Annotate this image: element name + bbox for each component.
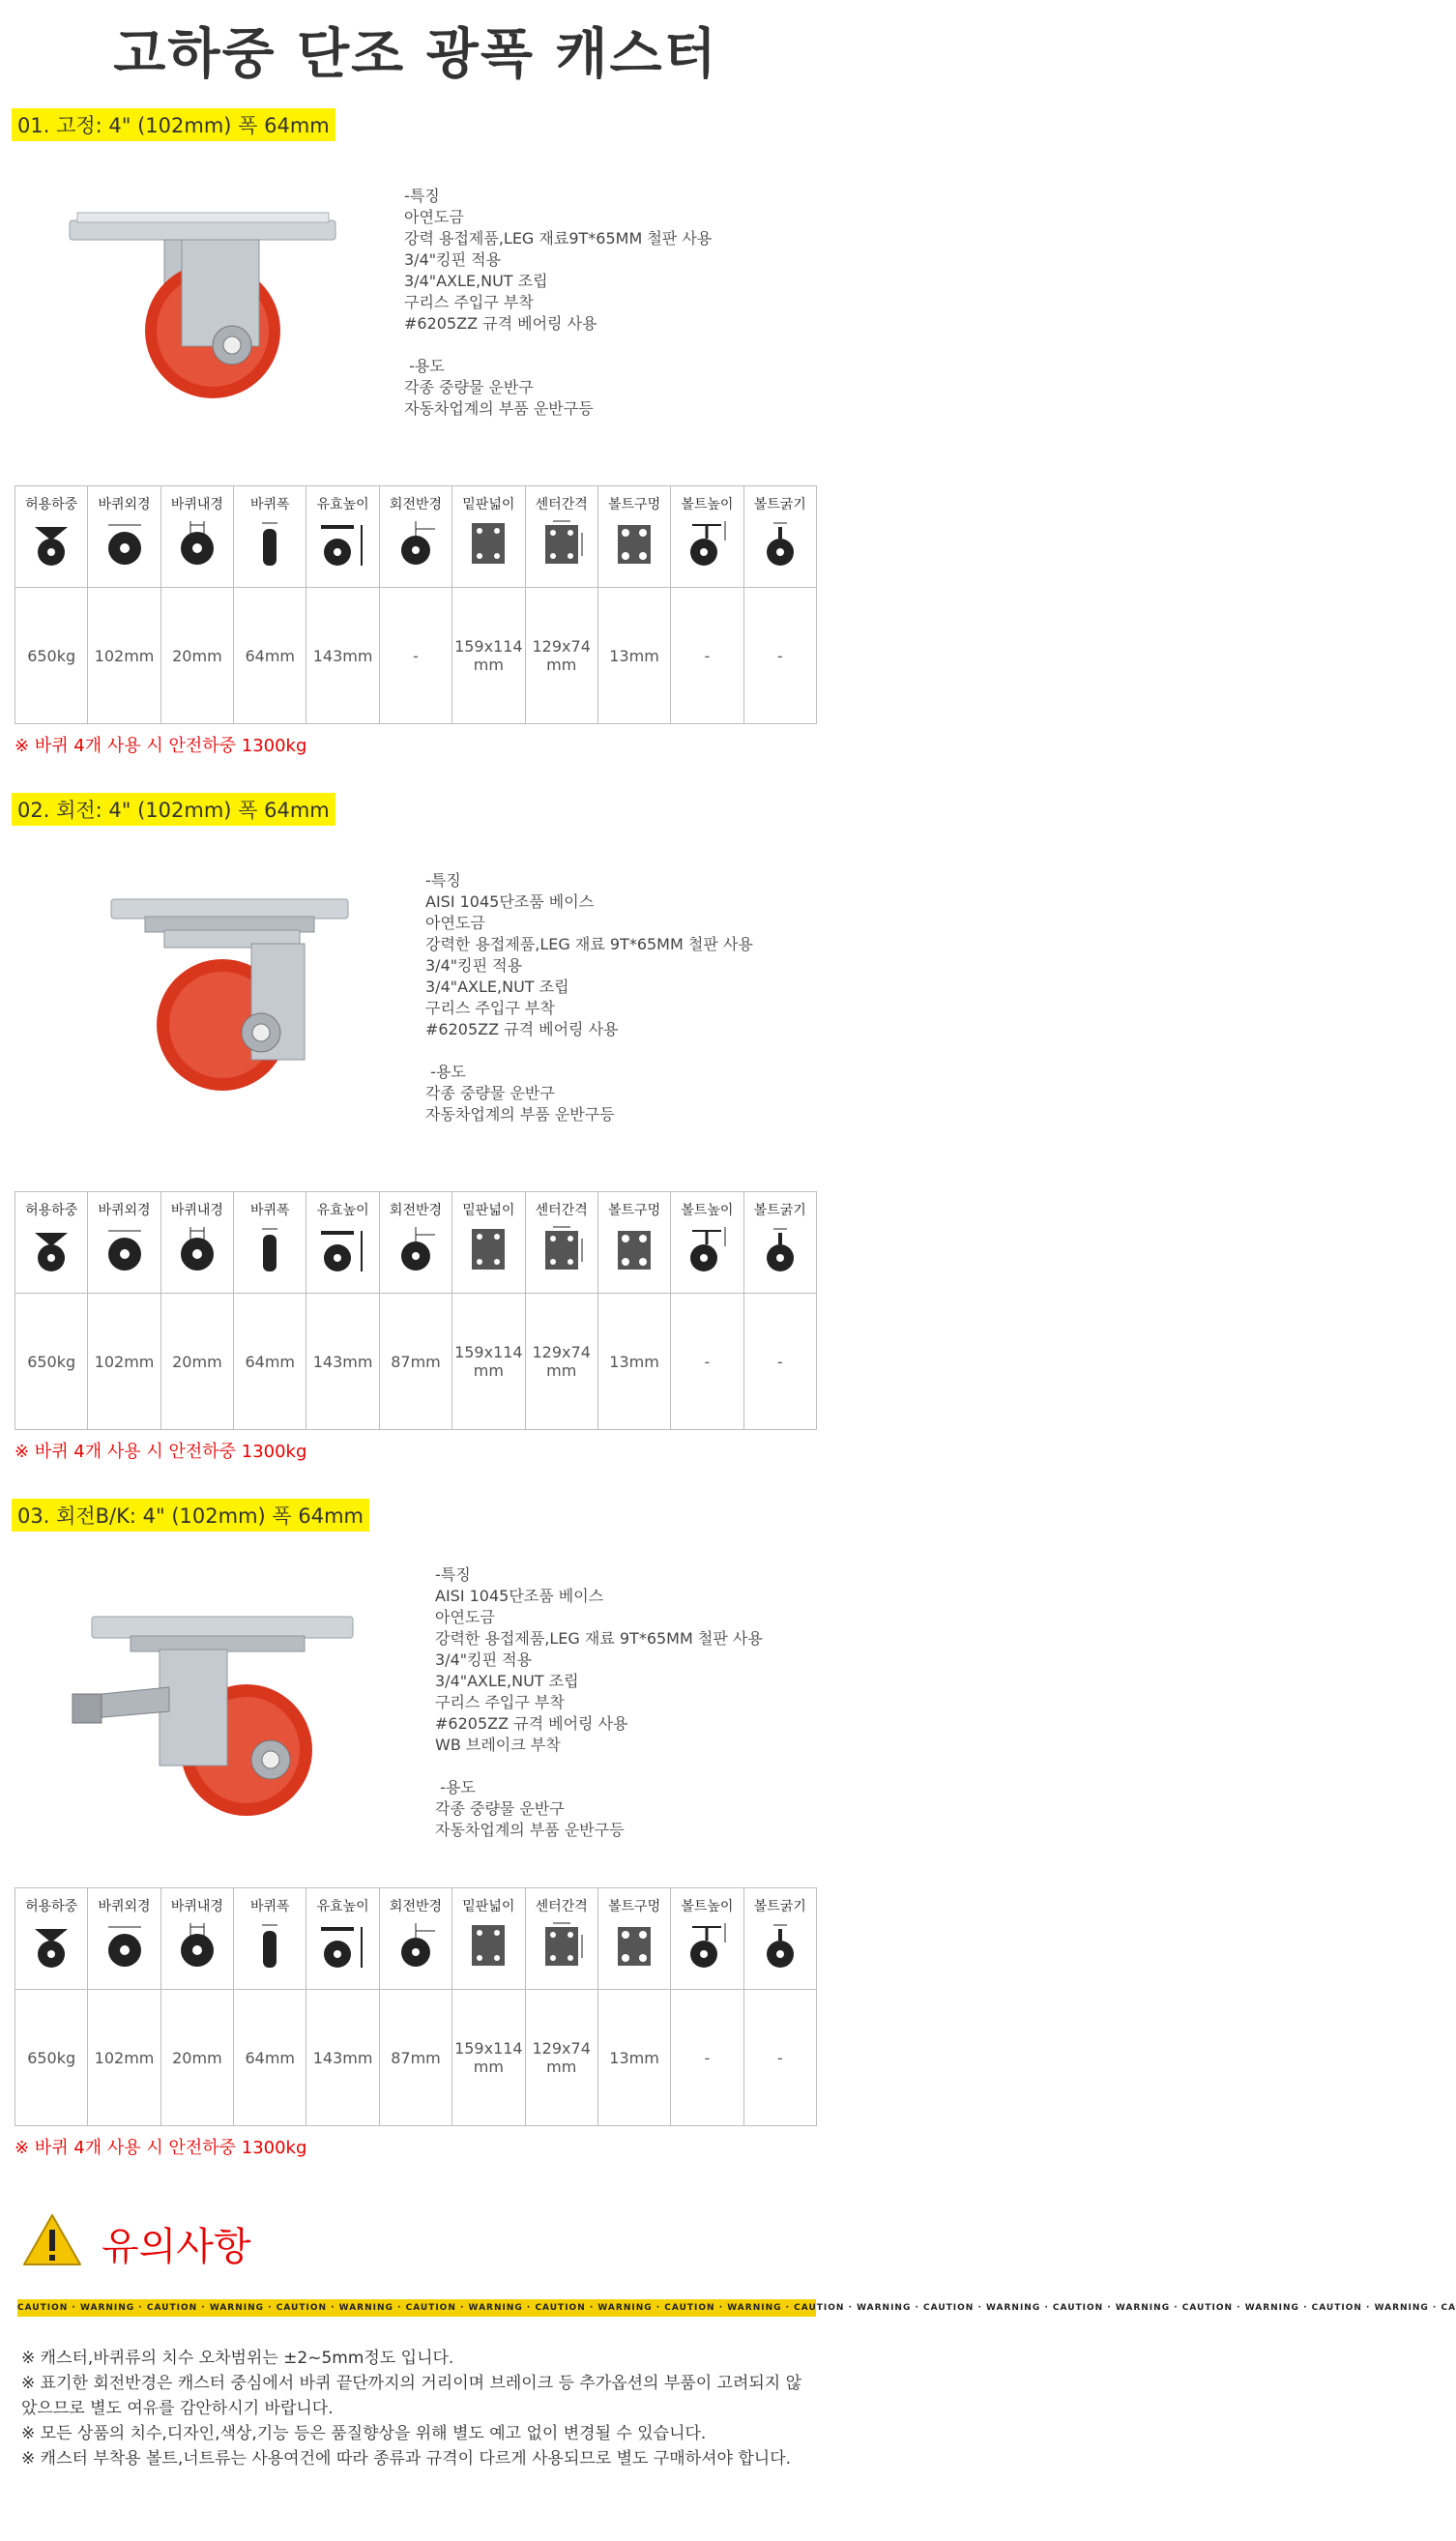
swivel-radius-icon	[392, 519, 440, 568]
col-height: 유효높이	[306, 1192, 379, 1294]
section-heading: 02. 회전: 4" (102mm) 폭 64mm	[12, 793, 335, 826]
value-center-distance: 129x74 mm	[525, 1294, 597, 1430]
notice-item: ※ 표기한 회전반경은 캐스터 중심에서 바퀴 끝단까지의 거리이며 브레이크 등 추가옵션의 부품이 고려되지 않았으므로 별도 여유를 감안하시기 바랍니다.	[21, 2374, 802, 2418]
value-inner-diameter: 20mm	[160, 1294, 233, 1430]
value-bolt-height: -	[671, 1990, 743, 2126]
notice-item: ※ 모든 상품의 치수,디자인,색상,기능 등은 품질향상을 위해 별도 예고 없이 변경될 수 있습니다.	[21, 2424, 707, 2443]
spec-table	[15, 485, 817, 724]
value-bolt-height: -	[671, 1294, 743, 1430]
feature-list: -특징 아연도금 강력 용접제품,LEG 재료9T*65MM 철판 사용 3/4"킹핀 적용 3/4"AXLE,NUT 조립 구리스 주입구 부착 #6205ZZ 규격 베어링 사용 -용도 각종 중량물 운반구 자동차업계의 부품 운반구등	[404, 187, 713, 418]
warning-icon	[21, 2212, 83, 2268]
col-bolt-hole: 볼트구멍	[597, 1888, 670, 1990]
col-bolt-thickness: 볼트굵기	[743, 1192, 816, 1294]
col-outer-diameter: 바퀴외경	[88, 486, 160, 588]
col-bolt-height: 볼트높이	[671, 1192, 743, 1294]
col-swivel-radius: 회전반경	[379, 486, 451, 588]
spec-value-row	[15, 1990, 817, 2126]
value-bolt-hole: 13mm	[597, 1990, 670, 2126]
value-outer-diameter: 102mm	[88, 1294, 160, 1430]
wheel-width-icon	[246, 519, 294, 568]
swivel-radius-icon	[392, 1921, 440, 1970]
brake-caster-image	[53, 1605, 372, 1837]
fixed-caster-image	[58, 205, 348, 408]
feature-list: -특징 AISI 1045단조품 베이스 아연도금 강력한 용접제품,LEG 재료 9T*65MM 철판 사용 3/4"킹핀 적용 3/4"AXLE,NUT 조립 구리스 주입구 부착 #6205ZZ 규격 베어링 사용 WB 브레이크 부착 -용도 각종 중량물 운반구 자동차업계의 부품 운반구등	[435, 1565, 763, 1839]
col-bolt-thickness: 볼트굵기	[743, 486, 816, 588]
value-wheel-width: 64mm	[234, 1294, 306, 1430]
center-distance-icon	[538, 1921, 586, 1970]
value-bolt-hole: 13mm	[597, 1294, 670, 1430]
bolt-hole-icon	[610, 1921, 658, 1970]
section-fixed	[0, 108, 831, 766]
col-wheel-width: 바퀴폭	[234, 486, 306, 588]
col-load: 허용하중	[15, 1192, 88, 1294]
spec-header-row	[15, 486, 817, 588]
col-center-distance: 센터간격	[525, 1888, 597, 1990]
col-inner-diameter: 바퀴내경	[160, 1888, 233, 1990]
value-wheel-width: 64mm	[234, 1990, 306, 2126]
page-title: 고하중 단조 광폭 캐스터	[113, 23, 718, 86]
section-swivel	[0, 793, 831, 1470]
value-outer-diameter: 102mm	[88, 1990, 160, 2126]
outer-diameter-icon	[101, 1225, 149, 1273]
col-center-distance: 센터간격	[525, 486, 597, 588]
col-inner-diameter: 바퀴내경	[160, 1192, 233, 1294]
bolt-thickness-icon	[756, 1225, 804, 1273]
col-outer-diameter: 바퀴외경	[88, 1888, 160, 1990]
outer-diameter-icon	[101, 519, 149, 568]
spec-table	[15, 1887, 817, 2126]
height-icon	[319, 1225, 367, 1273]
caution-section	[0, 2212, 1456, 2541]
load-icon	[27, 519, 75, 568]
safety-note: ※ 바퀴 4개 사용 시 안전하중 1300kg	[15, 2138, 307, 2158]
section-heading: 03. 회전B/K: 4" (102mm) 폭 64mm	[12, 1499, 369, 1532]
value-wheel-width: 64mm	[234, 588, 306, 724]
value-bolt-thickness: -	[743, 1990, 816, 2126]
inner-diameter-icon	[173, 1225, 221, 1273]
plate-size-icon	[464, 519, 512, 568]
wheel-width-icon	[246, 1225, 294, 1273]
value-outer-diameter: 102mm	[88, 588, 160, 724]
load-icon	[27, 1921, 75, 1970]
bolt-height-icon	[683, 519, 731, 568]
col-load: 허용하중	[15, 486, 88, 588]
col-wheel-width: 바퀴폭	[234, 1192, 306, 1294]
value-inner-diameter: 20mm	[160, 1990, 233, 2126]
notice-list	[21, 2346, 814, 2471]
col-load: 허용하중	[15, 1888, 88, 1990]
value-load: 650kg	[15, 1990, 88, 2126]
section-heading: 01. 고정: 4" (102mm) 폭 64mm	[12, 108, 335, 141]
value-bolt-height: -	[671, 588, 743, 724]
col-plate-size: 밑판넓이	[452, 486, 525, 588]
value-center-distance: 129x74 mm	[525, 588, 597, 724]
col-height: 유효높이	[306, 486, 379, 588]
value-center-distance: 129x74 mm	[525, 1990, 597, 2126]
bolt-height-icon	[683, 1921, 731, 1970]
bolt-hole-icon	[610, 1225, 658, 1273]
value-plate-size: 159x114 mm	[452, 1990, 525, 2126]
value-plate-size: 159x114 mm	[452, 588, 525, 724]
bolt-thickness-icon	[756, 519, 804, 568]
spec-value-row	[15, 1294, 817, 1430]
value-height: 143mm	[306, 588, 379, 724]
value-bolt-thickness: -	[743, 588, 816, 724]
outer-diameter-icon	[101, 1921, 149, 1970]
col-outer-diameter: 바퀴외경	[88, 1192, 160, 1294]
caution-tape: CAUTION · WARNING · CAUTION · WARNING · CAUTION · WARNING · CAUTION · WARNING · CAUTION · WARNING · CAUTION · WARNING · CAUTION · WARNING · CAUTION · WARNING · CAUTION · WARNING · CAUTION · WARNING · CAUTION · WARNING · CA	[17, 2299, 816, 2317]
value-inner-diameter: 20mm	[160, 588, 233, 724]
value-bolt-thickness: -	[743, 1294, 816, 1430]
section-swivel-brake	[0, 1499, 831, 2195]
wheel-width-icon	[246, 1921, 294, 1970]
height-icon	[319, 1921, 367, 1970]
inner-diameter-icon	[173, 1921, 221, 1970]
inner-diameter-icon	[173, 519, 221, 568]
col-swivel-radius: 회전반경	[379, 1888, 451, 1990]
bolt-thickness-icon	[756, 1921, 804, 1970]
value-bolt-hole: 13mm	[597, 588, 670, 724]
col-plate-size: 밑판넓이	[452, 1192, 525, 1294]
col-wheel-width: 바퀴폭	[234, 1888, 306, 1990]
spec-header-row	[15, 1888, 817, 1990]
value-load: 650kg	[15, 1294, 88, 1430]
notice-item: ※ 캐스터 부착용 볼트,너트류는 사용여건에 따라 종류과 규격이 다르게 사용되므로 별도 구매하셔야 합니다.	[21, 2449, 792, 2468]
center-distance-icon	[538, 1225, 586, 1273]
plate-size-icon	[464, 1921, 512, 1970]
swivel-radius-icon	[392, 1225, 440, 1273]
value-load: 650kg	[15, 588, 88, 724]
col-plate-size: 밑판넓이	[452, 1888, 525, 1990]
col-center-distance: 센터간격	[525, 1192, 597, 1294]
value-height: 143mm	[306, 1990, 379, 2126]
bolt-hole-icon	[610, 519, 658, 568]
spec-table	[15, 1191, 817, 1430]
spec-value-row	[15, 588, 817, 724]
col-bolt-thickness: 볼트굵기	[743, 1888, 816, 1990]
col-bolt-height: 볼트높이	[671, 486, 743, 588]
col-bolt-hole: 볼트구멍	[597, 486, 670, 588]
height-icon	[319, 519, 367, 568]
value-plate-size: 159x114 mm	[452, 1294, 525, 1430]
plate-size-icon	[464, 1225, 512, 1273]
value-height: 143mm	[306, 1294, 379, 1430]
safety-note: ※ 바퀴 4개 사용 시 안전하중 1300kg	[15, 1442, 307, 1462]
bolt-height-icon	[683, 1225, 731, 1273]
col-height: 유효높이	[306, 1888, 379, 1990]
caution-title: 유의사항	[102, 2225, 251, 2269]
col-swivel-radius: 회전반경	[379, 1192, 451, 1294]
value-swivel-radius: 87mm	[379, 1990, 451, 2126]
spec-header-row	[15, 1192, 817, 1294]
col-bolt-hole: 볼트구멍	[597, 1192, 670, 1294]
swivel-caster-image	[106, 880, 358, 1097]
value-swivel-radius: 87mm	[379, 1294, 451, 1430]
value-swivel-radius: -	[379, 588, 451, 724]
notice-item: ※ 캐스터,바퀴류의 치수 오차범위는 ±2~5mm정도 입니다.	[21, 2349, 454, 2368]
col-bolt-height: 볼트높이	[671, 1888, 743, 1990]
safety-note: ※ 바퀴 4개 사용 시 안전하중 1300kg	[15, 736, 307, 756]
col-inner-diameter: 바퀴내경	[160, 486, 233, 588]
center-distance-icon	[538, 519, 586, 568]
feature-list: -특징 AISI 1045단조품 베이스 아연도금 강력한 용접제품,LEG 재료 9T*65MM 철판 사용 3/4"킹핀 적용 3/4"AXLE,NUT 조립 구리스 주입구 부착 #6205ZZ 규격 베어링 사용 -용도 각종 중량물 운반구 자동차업계의 부품 운반구등	[425, 871, 753, 1124]
load-icon	[27, 1225, 75, 1273]
